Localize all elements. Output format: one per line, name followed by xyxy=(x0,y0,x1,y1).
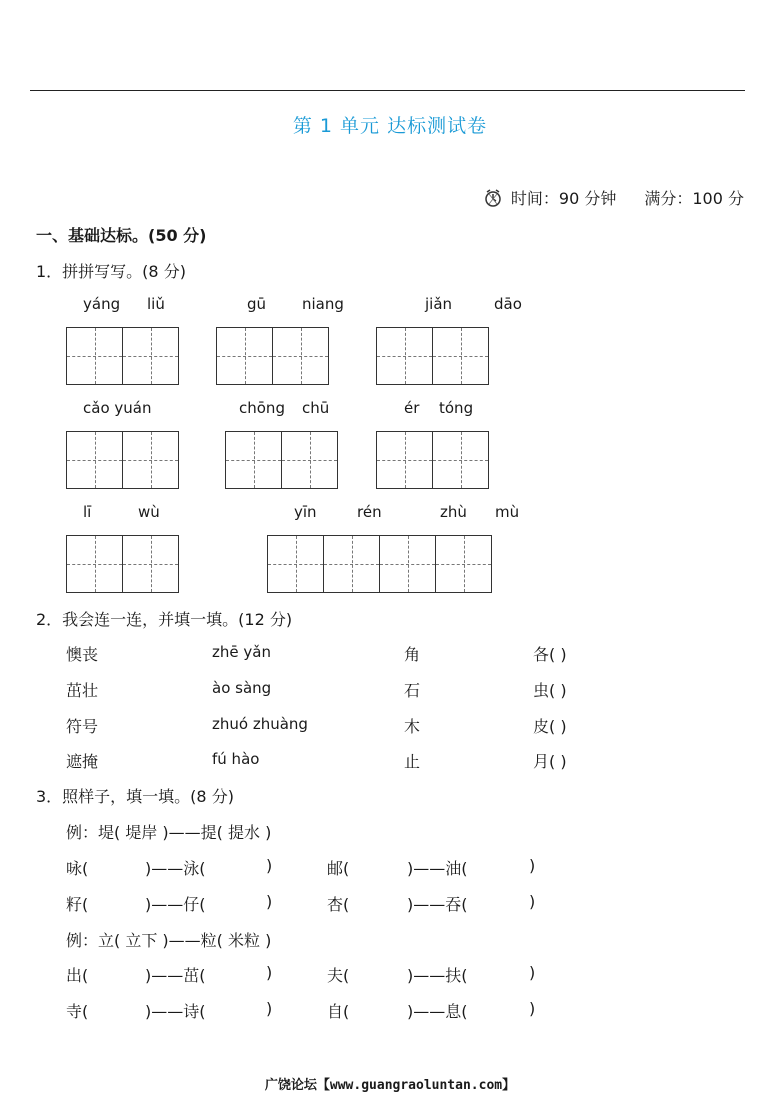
fill-blank[interactable]: 虫( ) xyxy=(533,681,567,700)
pinyin: yáng xyxy=(83,295,121,313)
pinyin: jiǎn xyxy=(425,295,453,313)
blank-part[interactable]: )——仔( xyxy=(145,895,206,914)
match-word: 懊丧 xyxy=(66,645,99,664)
question-3-label: 3．照样子，填一填。(8 分) xyxy=(36,787,234,806)
question-2-label: 2．我会连一连，并填一填。(12 分) xyxy=(36,610,293,629)
blank-part: 寺( xyxy=(66,1002,89,1021)
writing-grid[interactable] xyxy=(66,327,179,385)
blank-part: ) xyxy=(266,963,273,982)
fill-blank[interactable]: 月( ) xyxy=(533,752,567,771)
blank-part[interactable]: )——息( xyxy=(407,1002,468,1021)
fill-blank[interactable]: 皮( ) xyxy=(533,717,567,736)
blank-part: 邮( xyxy=(327,859,350,878)
blank-part: 籽( xyxy=(66,895,89,914)
pinyin: yīn xyxy=(294,503,317,521)
score-label: 满分：100 分 xyxy=(644,189,744,208)
clock-icon xyxy=(483,188,503,208)
page-title: 第 1 单元 达标测试卷 xyxy=(292,115,488,137)
footer xyxy=(0,1074,780,1093)
blank-part: 杏( xyxy=(327,895,350,914)
blank-part: 出( xyxy=(66,966,89,985)
blank-part: 咏( xyxy=(66,859,89,878)
radical-char: 角 xyxy=(404,645,421,664)
writing-grid[interactable] xyxy=(376,431,489,489)
blank-part: 夫( xyxy=(327,966,350,985)
writing-grid[interactable] xyxy=(66,431,179,489)
time-label: 时间：90 分钟 xyxy=(510,189,617,208)
pinyin: wù xyxy=(138,503,160,521)
blank-part[interactable]: )——泳( xyxy=(145,859,206,878)
match-word: 符号 xyxy=(66,717,99,736)
blank-part[interactable]: )——扶( xyxy=(407,966,468,985)
match-pinyin: zhuó zhuàng xyxy=(212,715,308,733)
section-heading: 一、基础达标。(50 分) xyxy=(36,226,207,245)
match-pinyin: zhē yǎn xyxy=(212,643,271,661)
writing-grid[interactable] xyxy=(225,431,338,489)
blank-part[interactable]: )——诗( xyxy=(145,1002,206,1021)
blank-part: ) xyxy=(266,892,273,911)
exam-info xyxy=(483,186,744,209)
pinyin: rén xyxy=(357,503,382,521)
pinyin: ér xyxy=(404,399,420,417)
writing-grid[interactable] xyxy=(216,327,329,385)
radical-char: 止 xyxy=(404,752,421,771)
radical-char: 石 xyxy=(404,681,421,700)
pinyin: tóng xyxy=(439,399,474,417)
blank-part: ) xyxy=(266,999,273,1018)
match-word: 茁壮 xyxy=(66,681,99,700)
pinyin: chū xyxy=(302,399,330,417)
pinyin: lī xyxy=(83,503,92,521)
match-pinyin: fú hào xyxy=(212,750,260,768)
blank-part: ) xyxy=(529,999,536,1018)
writing-grid[interactable] xyxy=(267,535,492,593)
footer-url[interactable]: www.guangraoluntan.com xyxy=(329,1078,503,1093)
fill-blank[interactable]: 各( ) xyxy=(533,645,567,664)
footer-close: 】 xyxy=(502,1078,516,1093)
pinyin: gū xyxy=(247,295,267,313)
pinyin: cǎo yuán xyxy=(83,399,152,417)
blank-part[interactable]: )——茁( xyxy=(145,966,206,985)
writing-grid[interactable] xyxy=(66,535,179,593)
match-pinyin: ào sàng xyxy=(212,679,272,697)
pinyin: niang xyxy=(302,295,344,313)
footer-site: 广饶论坛【 xyxy=(264,1078,330,1093)
pinyin: mù xyxy=(495,503,520,521)
pinyin: liǔ xyxy=(147,295,165,313)
blank-part: ) xyxy=(529,856,536,875)
writing-grid[interactable] xyxy=(376,327,489,385)
blank-part: ) xyxy=(266,856,273,875)
pinyin: chōng xyxy=(239,399,285,417)
pinyin: dāo xyxy=(494,295,522,313)
blank-part: ) xyxy=(529,892,536,911)
blank-part[interactable]: )——吞( xyxy=(407,895,468,914)
blank-part[interactable]: )——油( xyxy=(407,859,468,878)
header-rule xyxy=(30,90,745,91)
example-line: 例：立( 立下 )——粒( 米粒 ) xyxy=(66,931,272,950)
example-line: 例：堤( 堤岸 )——提( 提水 ) xyxy=(66,823,272,842)
blank-part: 自( xyxy=(327,1002,350,1021)
match-word: 遮掩 xyxy=(66,752,99,771)
radical-char: 木 xyxy=(404,717,421,736)
pinyin: zhù xyxy=(440,503,467,521)
blank-part: ) xyxy=(529,963,536,982)
question-1-label: 1．拼拼写写。(8 分) xyxy=(36,262,186,281)
